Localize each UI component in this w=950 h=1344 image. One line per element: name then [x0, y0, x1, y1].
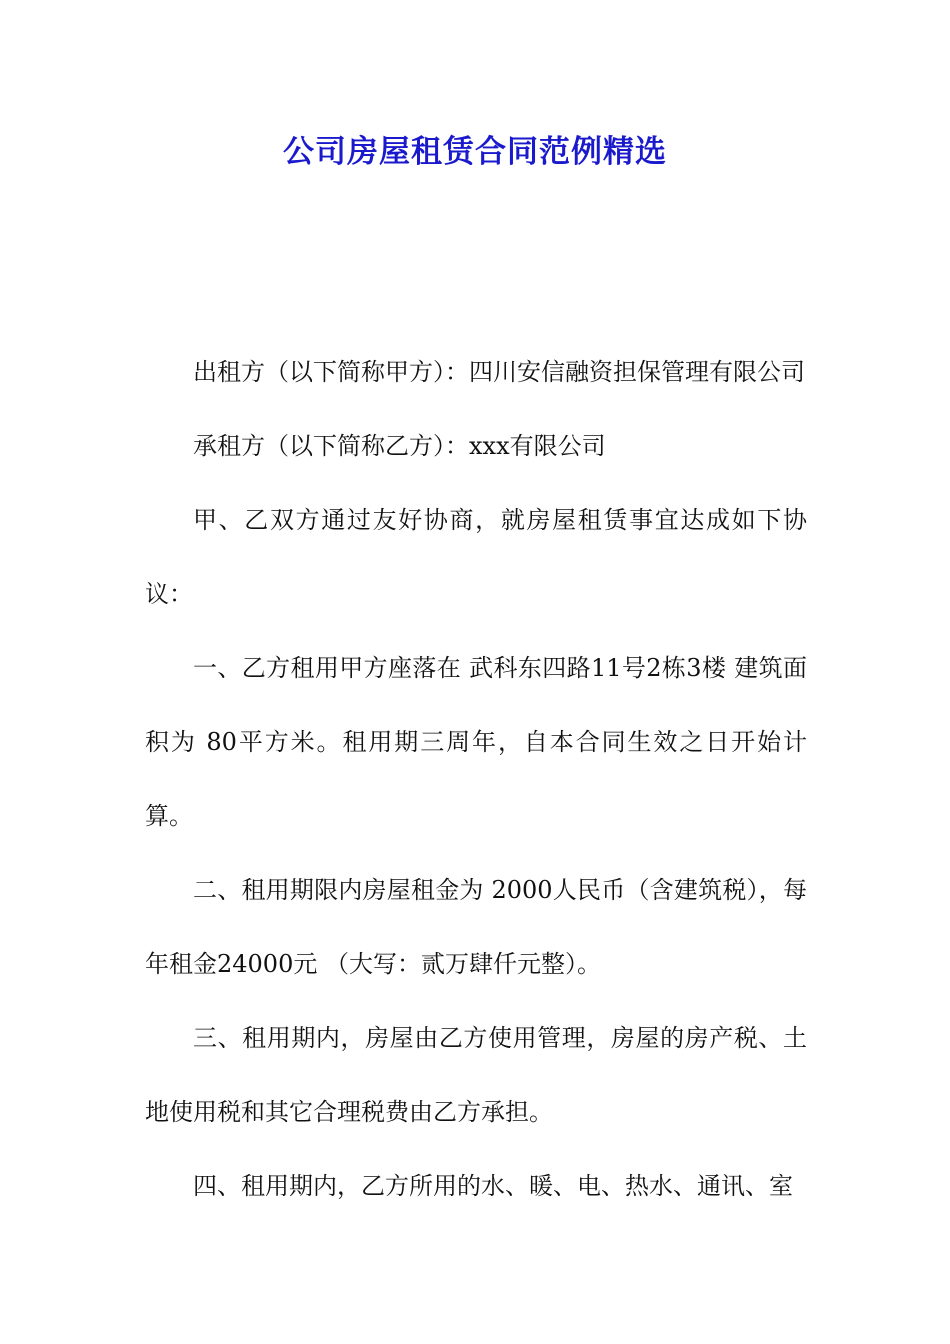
- paragraph-lessor: 出租方（以下简称甲方）：四川安信融资担保管理有限公司: [193, 358, 805, 386]
- paragraph-clause-3: 三、租用期内，房屋由乙方使用管理，房屋的房产税、土地使用税和其它合理税费由乙方承担。: [145, 1024, 807, 1126]
- document-title: 公司房屋租赁合同范例精选: [283, 134, 667, 170]
- paragraph-clause-2: 二、租用期限内房屋租金为 2000人民币（含建筑税），每年租金24000元 （大写：贰万肆仟元整）。: [145, 876, 807, 978]
- paragraph-clause-1: 一、乙方租用甲方座落在 武科东四路11号2栋3楼 建筑面积为 80平方米。租用期三周年，自本合同生效之日开始计算。: [145, 654, 807, 830]
- paragraph-clause-4: 四、租用期内，乙方所用的水、暖、电、热水、通讯、室: [193, 1172, 793, 1200]
- paragraph-agreement-intro: 甲、乙双方通过友好协商，就房屋租赁事宜达成如下协议：: [145, 506, 807, 608]
- paragraph-lessee: 承租方（以下简称乙方）：xxx有限公司: [193, 432, 606, 460]
- document-body: [145, 335, 807, 1223]
